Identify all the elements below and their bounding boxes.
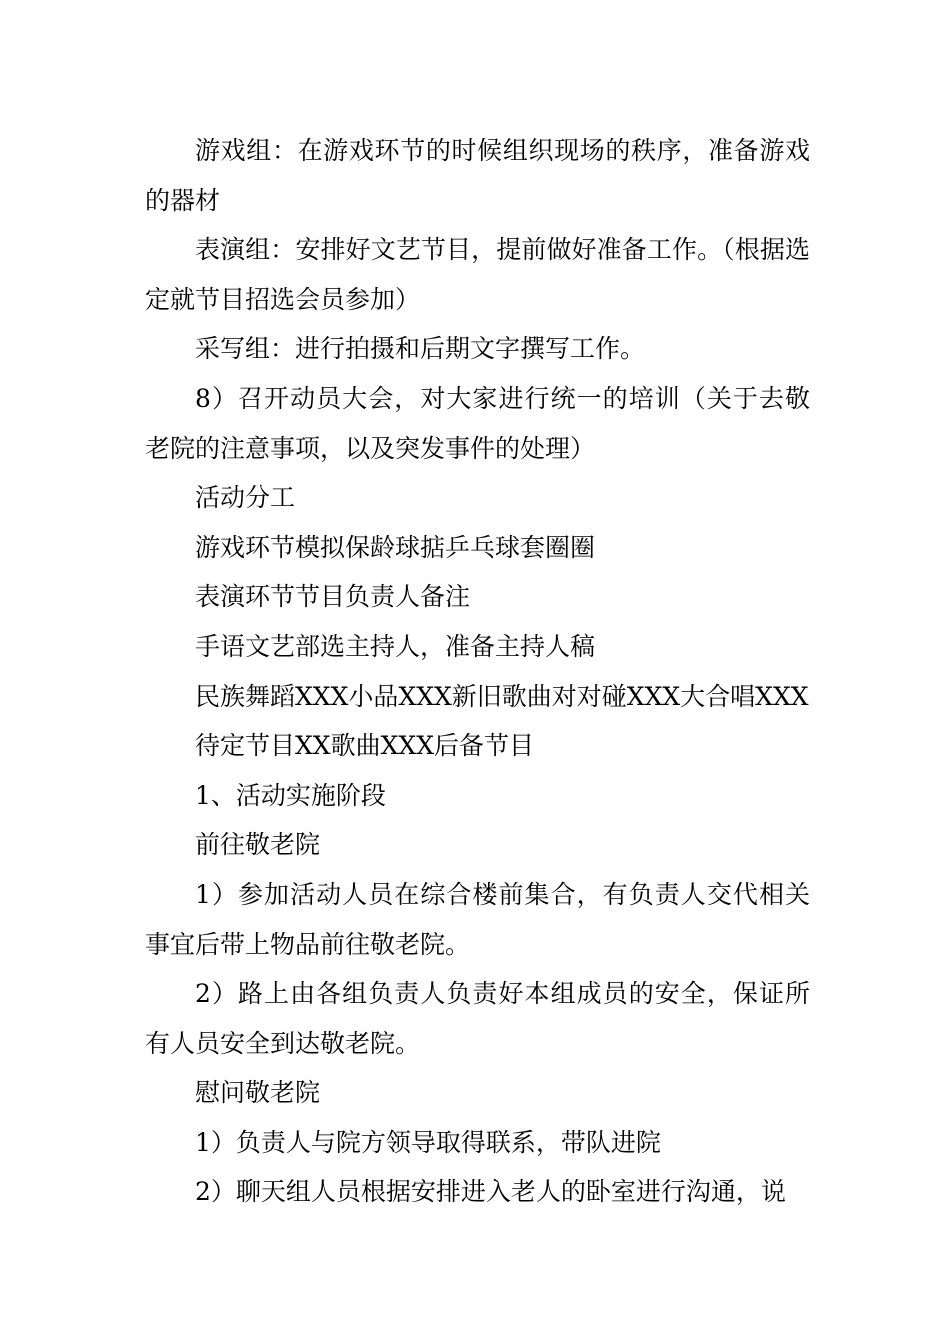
paragraph-programs: 民族舞蹈XXX小品XXX新旧歌曲对对碰XXX大合唱XXX [195, 681, 809, 711]
paragraph-reporting-group: 采写组：进行拍摄和后期文字撰写工作。 [195, 334, 646, 364]
paragraph-performance-group: 表演组：安排好文艺节目，提前做好准备工作。（根据选定就节目招选会员参加） [145, 235, 810, 314]
paragraph-division-heading: 活动分工 [195, 483, 296, 513]
paragraph-game-items: 游戏环节模拟保龄球掂乒乓球套圈圈 [195, 532, 596, 562]
paragraph-contact: 1）负责人与院方领导取得联系，带队进院 [195, 1127, 661, 1157]
paragraph-chat-group: 2）聊天组人员根据安排进入老人的卧室进行沟通，说 [195, 1177, 786, 1207]
paragraph-host: 手语文艺部选主持人，准备主持人稿 [195, 631, 596, 661]
document-body [145, 126, 810, 1217]
paragraph-implementation-heading: 1、活动实施阶段 [195, 780, 386, 810]
paragraph-mobilization-meeting: 8）召开动员大会，对大家进行统一的培训（关于去敬老院的注意事项，以及突发事件的处理） [145, 383, 810, 463]
paragraph-game-group: 游戏组：在游戏环节的时候组织现场的秩序，准备游戏的器材 [145, 136, 810, 215]
paragraph-safety: 2）路上由各组负责人负责好本组成员的安全，保证所有人员安全到达敬老院。 [145, 979, 810, 1058]
paragraph-gather: 1）参加活动人员在综合楼前集合，有负责人交代相关事宜后带上物品前往敬老院。 [145, 879, 810, 959]
paragraph-go-to-home: 前往敬老院 [195, 830, 321, 860]
paragraph-pending-programs: 待定节目XX歌曲XXX后备节目 [195, 731, 534, 761]
paragraph-visit-heading: 慰问敬老院 [195, 1078, 321, 1108]
paragraph-performance-header: 表演环节节目负责人备注 [195, 582, 471, 612]
